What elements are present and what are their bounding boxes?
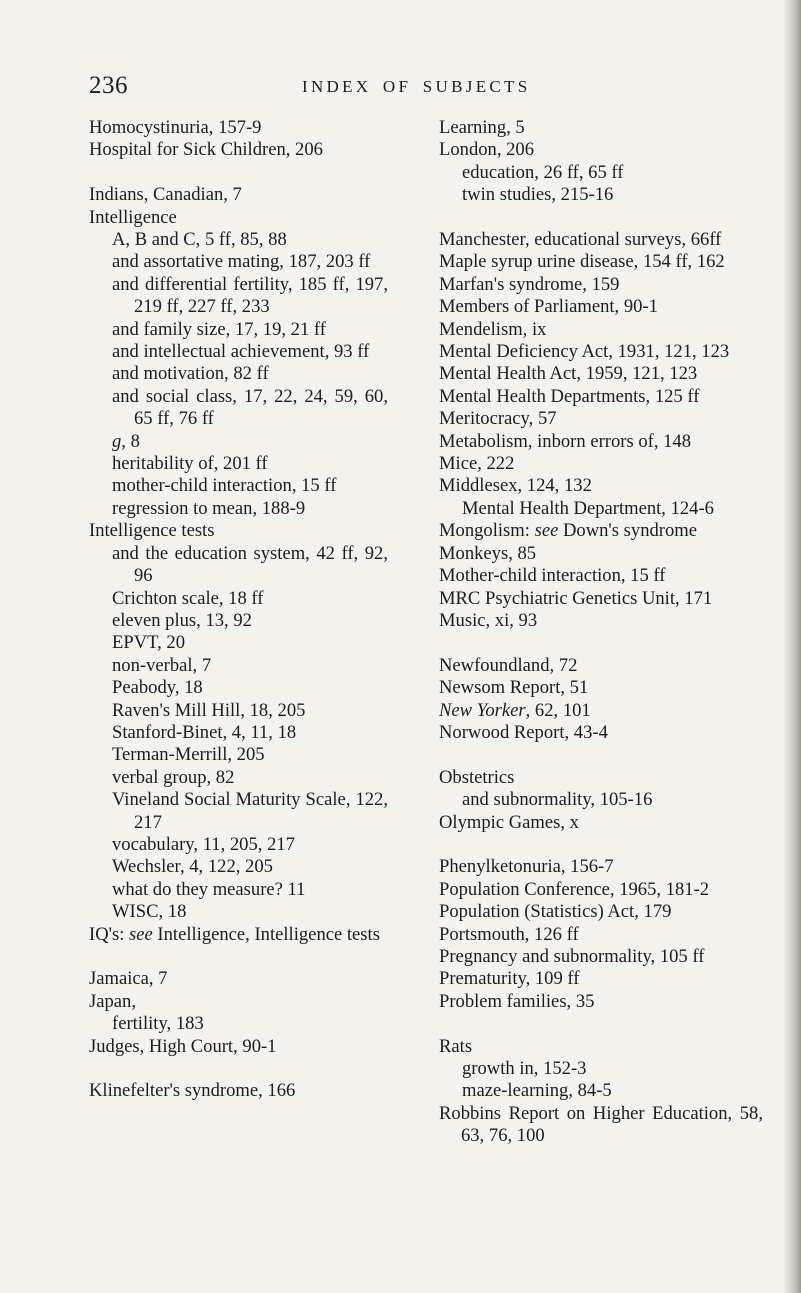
index-subentry: Terman-Merrill, 205 (112, 744, 265, 766)
index-entry: Rats (439, 1035, 473, 1057)
index-entry: Mental Health Act, 1959, 121, 123 (439, 363, 698, 385)
index-subentry: Peabody, 18 (112, 677, 203, 699)
index-entry: Klinefelter's syndrome, 166 (89, 1080, 296, 1102)
index-entry: Prematurity, 109 ff (439, 968, 580, 990)
index-entry: Metabolism, inborn errors of, 148 (439, 430, 692, 452)
index-entry: Japan, (89, 990, 136, 1012)
index-entry: Norwood Report, 43-4 (439, 721, 608, 743)
index-entry: Problem families, 35 (439, 990, 595, 1012)
index-subentry: WISC, 18 (112, 901, 187, 923)
index-entry: Jamaica, 7 (89, 968, 168, 990)
index-entry: Mongolism: see Down's syndrome (439, 520, 697, 542)
section-gap (439, 632, 763, 654)
index-column-right (439, 117, 763, 1148)
index-entry: Robbins Report on Higher Education, 58, 63, 76, 100 (439, 1102, 763, 1147)
index-subentry: regression to mean, 188-9 (112, 497, 306, 519)
index-entry: Mental Health Departments, 125 ff (439, 385, 700, 407)
index-entry: Monkeys, 85 (439, 542, 537, 564)
section-gap (439, 207, 763, 229)
page-edge-shadow (783, 0, 801, 1293)
index-subentry: and the education system, 42 ff, 92, 96 (112, 542, 388, 587)
index-entry: Judges, High Court, 90-1 (89, 1035, 277, 1057)
index-subentry: fertility, 183 (112, 1013, 204, 1035)
index-subentry: non-verbal, 7 (112, 654, 212, 676)
index-subentry: and differential fertility, 185 ff, 197, 219 ff, 227 ff, 233 (112, 273, 388, 318)
index-entry: MRC Psychiatric Genetics Unit, 171 (439, 587, 713, 609)
index-entry: Manchester, educational surveys, 66ff (439, 229, 722, 251)
index-subentry: Stanford-Binet, 4, 11, 18 (112, 721, 297, 743)
index-entry: Intelligence tests (89, 520, 215, 542)
running-title: INDEX OF SUBJECTS (302, 77, 531, 96)
index-subentry: and intellectual achievement, 93 ff (112, 341, 370, 363)
section-gap (439, 834, 763, 856)
index-column-left (89, 117, 388, 1103)
section-gap (439, 1013, 763, 1035)
index-entry: Indians, Canadian, 7 (89, 184, 242, 206)
index-entry: Newfoundland, 72 (439, 654, 578, 676)
index-subentry: mother-child interaction, 15 ff (112, 475, 337, 497)
index-entry: Portsmouth, 126 ff (439, 923, 579, 945)
index-entry: Music, xi, 93 (439, 609, 538, 631)
index-subentry: eleven plus, 13, 92 (112, 609, 252, 631)
section-gap (89, 162, 388, 184)
index-entry: Mice, 222 (439, 453, 515, 475)
section-gap (89, 946, 388, 968)
index-subentry: growth in, 152-3 (462, 1057, 587, 1079)
index-subentry: g, 8 (112, 430, 140, 452)
index-entry: Maple syrup urine disease, 154 ff, 162 (439, 251, 725, 273)
index-entry: Phenylketonuria, 156-7 (439, 856, 614, 878)
index-subentry: Mental Health Department, 124-6 (462, 497, 714, 519)
index-entry: Members of Parliament, 90-1 (439, 296, 658, 318)
index-subentry: and subnormality, 105-16 (462, 789, 653, 811)
index-subentry: maze-learning, 84-5 (462, 1080, 612, 1102)
index-subentry: and assortative mating, 187, 203 ff (112, 251, 371, 273)
page-number: 236 (89, 72, 128, 99)
index-entry: Mendelism, ix (439, 318, 547, 340)
index-subentry: Crichton scale, 18 ff (112, 587, 264, 609)
index-entry: Meritocracy, 57 (439, 408, 557, 430)
index-entry: Newsom Report, 51 (439, 677, 589, 699)
index-entry: London, 206 (439, 139, 535, 161)
index-entry: Learning, 5 (439, 117, 525, 138)
index-subentry: vocabulary, 11, 205, 217 (112, 833, 295, 855)
index-subentry: EPVT, 20 (112, 632, 185, 654)
index-entry: Mental Deficiency Act, 1931, 121, 123 (439, 341, 730, 363)
index-subentry: verbal group, 82 (112, 766, 235, 788)
index-subentry: A, B and C, 5 ff, 85, 88 (112, 229, 287, 251)
index-entry: Population (Statistics) Act, 179 (439, 901, 672, 923)
index-entry: Pregnancy and subnormality, 105 ff (439, 945, 705, 967)
index-entry: Olympic Games, x (439, 811, 579, 833)
index-entry: Obstetrics (439, 766, 515, 788)
index-subentry: heritability of, 201 ff (112, 453, 268, 475)
index-subentry: Raven's Mill Hill, 18, 205 (112, 699, 306, 721)
index-entry: Mother-child interaction, 15 ff (439, 565, 666, 587)
index-subentry: Vineland Social Maturity Scale, 122, 217 (112, 789, 388, 833)
index-entry: Intelligence (89, 206, 177, 228)
index-subentry: twin studies, 215-16 (462, 184, 614, 206)
index-subentry: and social class, 17, 22, 24, 59, 60, 65 ff, 76 ff (112, 385, 388, 430)
index-subentry: and motivation, 82 ff (112, 363, 269, 385)
index-subentry: education, 26 ff, 65 ff (462, 161, 624, 183)
index-subentry: Wechsler, 4, 122, 205 (112, 856, 273, 878)
section-gap (89, 1058, 388, 1080)
index-entry: New Yorker, 62, 101 (439, 699, 591, 721)
index-entry: Hospital for Sick Children, 206 (89, 139, 323, 161)
index-subentry: and family size, 17, 19, 21 ff (112, 318, 326, 340)
index-entry: Middlesex, 124, 132 (439, 475, 592, 497)
page-header (89, 72, 729, 112)
index-entry: IQ's: see Intelligence, Intelligence tests (89, 923, 380, 945)
index-entry: Marfan's syndrome, 159 (439, 273, 620, 295)
section-gap (439, 744, 763, 766)
index-entry: Population Conference, 1965, 181-2 (439, 878, 710, 900)
index-entry: Homocystinuria, 157-9 (89, 117, 262, 138)
index-subentry: what do they measure? 11 (112, 878, 306, 900)
